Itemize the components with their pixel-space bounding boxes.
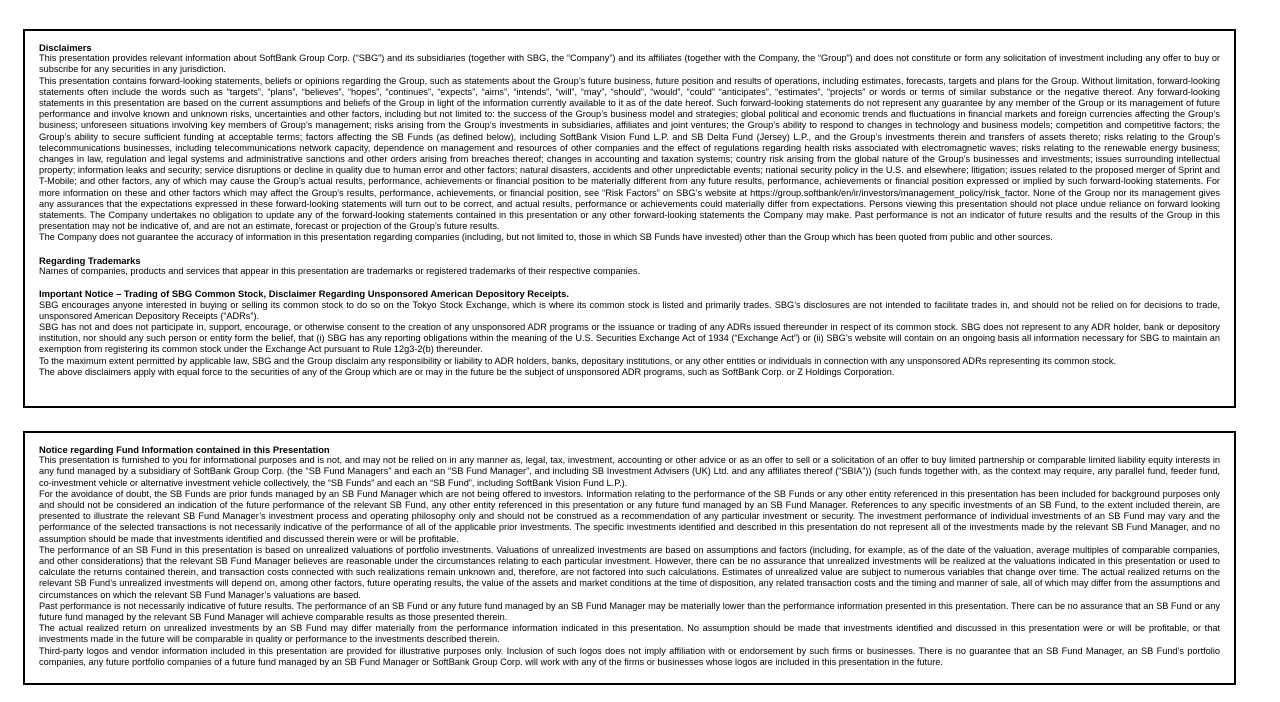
fund-notice-paragraph: For the avoidance of doubt, the SB Funds are prior funds managed by an SB Fund Manager which are not being offered to investors. Information relating to the performance of the SB Funds or any other entity referenced in this presentation has been included for background purposes only and should not be considered an indication of the future performance of the relevant SB Fund, any other entity referenced in this presentation or any future fund managed by an SB Fund Manager. References to any specific investments of an SB Fund, to the extent included therein, are presented to illustrate the relevant SB Fund Manager’s investment process and operating philosophy only and should not be construed as a recommendation of any particular investment or security. The investment performance of individual investments of an SB Fund may vary and the performance of the selected transactions is not necessarily indicative of the performance of all of the applicable prior investments. The specific investments identified and described in this presentation do not represent all of the investments made by the relevant SB Fund Manager, and no assumption should be made that investments identified and discussed therein were or will be profitable.	[39, 488, 1220, 544]
fund-notice-paragraph: The actual realized return on unrealized investments by an SB Fund may differ materially from the performance information indicated in this presentation. No assumption should be made that investments identified and discussed in this presentation were or will be profitable, or that investments made in the future will be comparable in quality or performance to the investments described therein.	[39, 623, 1220, 645]
disclaimers-box	[23, 29, 1236, 408]
fund-notice-paragraph: Past performance is not necessarily indicative of future results. The performance of an SB Fund or any future fund managed by an SB Fund Manager may be materially lower than the performance information presented in this presentation. There can be no assurance that an SB Fund or any future fund managed by the relevant SB Fund Manager will achieve comparable results as those presented therein.	[39, 600, 1220, 623]
disclaimers-paragraph: The Company does not guarantee the accuracy of information in this presentation regarding companies (including, but not limited to, those in which SB Funds have invested) other than the Group which has been quoted from public and other sources.	[39, 232, 1053, 243]
disclaimers-paragraph: This presentation contains forward-looking statements, beliefs or opinions regarding the Group, such as statements about the Group’s future business, future position and results of operations, including estimates, forecasts, targets and plans for the Group. Without limitation, forward-looking statements often include the words such as “targets”, “plans”, “believes”, “hopes”, “continues”, “expects”, “aims”, “intends”, “will”, “may”, “should”, “would”, “could” “anticipates”, “estimates”, “projects” or words or terms of similar substance or the negative thereof. Any forward-looking statements in this presentation are based on the current assumptions and beliefs of the Group in light of the information currently available to it as of the date hereof. Such forward-looking statements do not represent any guarantee by any member of the Group or its management of future performance and involve known and unknown risks, uncertainties and other factors, including but not limited to: the success of the Group’s business model and strategies; global political and economic trends and fluctuations in financial markets and foreign currencies affecting the Group’s business; unforeseen situations involving key members of Group’s management; risks arising from the Group’s investments in subsidiaries, affiliates and joint ventures; the Group’s ability to respond to changes in technology and business models; competition and competitive factors; the Group’s ability to secure sufficient funding at acceptable terms; factors affecting the SB Funds (as defined below), including SoftBank Vision Fund L.P. and SB Delta Fund (Jersey) L.P., and the Group’s investments therein and transfers of assets thereto; risks relating to the Group’s telecommunications businesses, including telecommunications network capacity, dependence on management and resources of other companies and the effect of regulations regarding health risks associated with electromagnetic waves; risks relating to the renewable energy business; changes in law, regulation and legal systems and administrative sanctions and other orders arising from breaches thereof; changes in accounting and taxation systems; country risk arising from the global nature of the Group’s businesses and investments; issues surrounding intellectual property; information leaks and security; service disruptions or decline in quality due to human error and other factors; natural disasters, accidents and other unpredictable events; national security policy in the U.S. and elsewhere; litigation; issues related to the proposed merger of Sprint and T-Mobile; and other factors, any of which may cause the Group’s actual results, performance, achievements or financial position to be materially different from any future results, performance, achievements or financial position expressed or implied by such forward-looking statements. For more information on these and other factors which may affect the Group’s results, performance, achievements, or financial position, see “Risk Factors” on SBG’s website at https://group.softbank/en/ir/investors/management_policy/risk_factor. None of the Group nor its management gives any assurances that the expectations expressed in these forward-looking statements will turn out to be correct, and actual results, performance or achievements could materially differ from expectations. Persons viewing this presentation should not place undue reliance on forward looking statements. The Company undertakes no obligation to update any of the forward-looking statements contained in this presentation or any other forward-looking statements the Company may make. Past performance is not an indicator of future results and the results of the Group in this presentation may not be indicative of, and are not an estimate, forecast or projection of the Group’s future results.	[39, 75, 1220, 232]
fund-notice-paragraph: The performance of an SB Fund in this presentation is based on unrealized valuations of portfolio investments. Valuations of unrealized investments are based on assumptions and factors (including, for example, as of the date of the valuation, average multiples of comparable companies, and other considerations) that the relevant SB Fund Manager believes are reasonable under the circumstances relating to each particular investment. However, there can be no assurance that unrealized investments will be realized at the valuations indicated in this presentation or used to calculate the returns contained therein, and transaction costs connected with such realizations remain unknown and, therefore, are not factored into such calculations. Estimates of unrealized value are subject to numerous variables that change over time. The actual realized returns on the relevant SB Fund’s unrealized investments will depend on, among other factors, future operating results, the value of the assets and market conditions at the time of disposition, any related transaction costs and the timing and manner of sale, all of which may differ from the assumptions and circumstances on which the relevant SB Fund Manager’s valuations are based.	[39, 544, 1220, 600]
important-notice-paragraph: To the maximum extent permitted by applicable law, SBG and the Group disclaim any responsibility or liability to ADR holders, banks, depositary institutions, or any other entities or individuals in connection with any unsponsored ADRs representing its common stock.	[39, 355, 1116, 366]
important-notice-paragraph: SBG has not and does not participate in, support, encourage, or otherwise consent to the creation of any unsponsored ADR programs or the issuance or trading of any ADRs issued thereunder in respect of its common stock. SBG does not represent to any ADR holder, bank or depository institution, nor should any such person or entity form the belief, that (i) SBG has any reporting obligations within the meaning of the U.S. Securities Exchange Act of 1934 (“Exchange Act”) or (ii) SBG’s website will contain on an ongoing basis all information necessary for SBG to maintain an exemption from registering its common stock under the Exchange Act pursuant to Rule 12g3-2(b) thereunder.	[39, 322, 1220, 355]
important-notice-title: Important Notice – Trading of SBG Common Stock, Disclaimer Regarding Unsponsored American Depository Receipts.	[39, 288, 569, 300]
fund-notice-paragraph: Third-party logos and vendor information included in this presentation are provided for illustrative purposes only. Inclusion of such logos does not imply affiliation with or endorsement by such firms or businesses. There is no guarantee that an SB Fund Manager, an SB Fund’s portfolio companies, any future portfolio companies of a future fund managed by an SB Fund Manager or SoftBank Group Corp. will work with any of the firms or businesses whose logos are included in this presentation in the future.	[39, 645, 1220, 667]
important-notice-paragraph: SBG encourages anyone interested in buying or selling its common stock to do so on the Tokyo Stock Exchange, which is where its common stock is listed and primarily trades. SBG’s disclosures are not intended to facilitate trades in, and should not be relied on for decisions to trade, unsponsored American Depository Receipts (“ADRs”).	[39, 299, 1220, 321]
trademarks-title: Regarding Trademarks	[39, 254, 141, 266]
disclaimers-paragraph: This presentation provides relevant information about SoftBank Group Corp. (“SBG”) and its subsidiaries (together with SBG, the “Company”) and its affiliates (together with the Company, the “Group”) and does not constitute or form any solicitation of investment including any offer to buy or subscribe for any securities in any jurisdiction.	[39, 53, 1220, 75]
fund-notice-paragraph: This presentation is furnished to you for informational purposes and is not, and may not be relied on in any manner as, legal, tax, investment, accounting or other advice or as an offer to sell or a solicitation of an offer to buy limited partnership or comparable limited liability equity interests in any fund managed by a subsidiary of SoftBank Group Corp. (the “SB Fund Managers” and each an “SB Fund Manager”, and including SB Investment Advisers (UK) Ltd. and any affiliates thereof (“SBIA”)) (such funds together with, as the context may require, any parallel fund, feeder fund, co-investment vehicle or alternative investment vehicle collectively, the “SB Funds” and each an “SB Fund”, including SoftBank Vision Fund L.P.).	[39, 455, 1220, 488]
fund-notice-title: Notice regarding Fund Information contained in this Presentation	[39, 444, 330, 455]
important-notice-paragraph: The above disclaimers apply with equal force to the securities of any of the Group which are or may in the future be the subject of unsponsored ADR programs, such as SoftBank Corp. or Z Holdings Corporation.	[39, 366, 895, 377]
disclaimers-title: Disclaimers	[39, 42, 92, 53]
trademarks-paragraph: Names of companies, products and services that appear in this presentation are trademarks or registered trademarks of their respective companies.	[39, 266, 641, 277]
fund-notice-box	[23, 431, 1236, 685]
